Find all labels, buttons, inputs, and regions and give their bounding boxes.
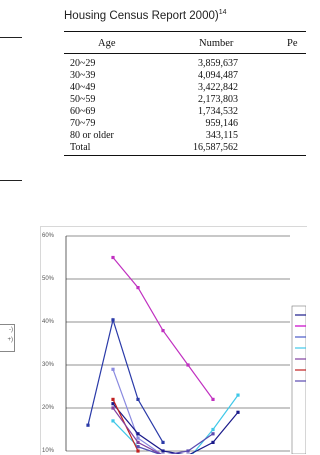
y-tick-label: 40% — [42, 319, 54, 325]
table-row-total — [64, 142, 306, 153]
caption-text: Housing Census Report 2000) — [64, 10, 219, 22]
row-age: 40~49 — [70, 82, 95, 93]
table-caption — [64, 9, 227, 22]
left-legend-fragment — [0, 324, 15, 352]
header-third-column: Pe — [287, 38, 298, 49]
y-tick-label: 20% — [42, 405, 54, 411]
row-age: 50~59 — [70, 94, 95, 105]
left-column-rule-top — [0, 37, 22, 38]
table-row — [64, 106, 306, 117]
header-number: Number — [199, 38, 233, 49]
table-row — [64, 130, 306, 141]
caption-reference: 14 — [219, 9, 227, 16]
row-number: 1,734,532 — [198, 106, 238, 117]
row-number: 3,859,637 — [198, 58, 238, 69]
table-top-rule — [64, 31, 306, 32]
left-column-rule-bottom — [0, 180, 22, 181]
row-age: Total — [70, 142, 90, 153]
row-number: 343,115 — [206, 130, 238, 141]
table-header-rule — [64, 53, 306, 54]
left-box-mark: -) — [9, 327, 13, 333]
y-tick-label: 60% — [42, 233, 54, 239]
table-row — [64, 82, 306, 93]
row-age: 70~79 — [70, 118, 95, 129]
row-age: 80 or older — [70, 130, 114, 141]
row-number: 3,422,842 — [198, 82, 238, 93]
table-row — [64, 118, 306, 129]
table-row — [64, 58, 306, 69]
table-row — [64, 70, 306, 81]
row-number: 4,094,487 — [198, 70, 238, 81]
chart-frame — [40, 226, 307, 455]
row-age: 20~29 — [70, 58, 95, 69]
left-box-mark: +) — [7, 337, 13, 343]
row-number: 16,587,562 — [193, 142, 238, 153]
row-number: 959,146 — [206, 118, 239, 129]
row-age: 60~69 — [70, 106, 95, 117]
y-tick-label: 30% — [42, 362, 54, 368]
y-tick-label: 50% — [42, 276, 54, 282]
table-row — [64, 94, 306, 105]
row-age: 30~39 — [70, 70, 95, 81]
table-bottom-rule — [64, 155, 306, 156]
header-age: Age — [98, 38, 116, 49]
row-number: 2,173,803 — [198, 94, 238, 105]
y-tick-label: 10% — [42, 448, 54, 454]
